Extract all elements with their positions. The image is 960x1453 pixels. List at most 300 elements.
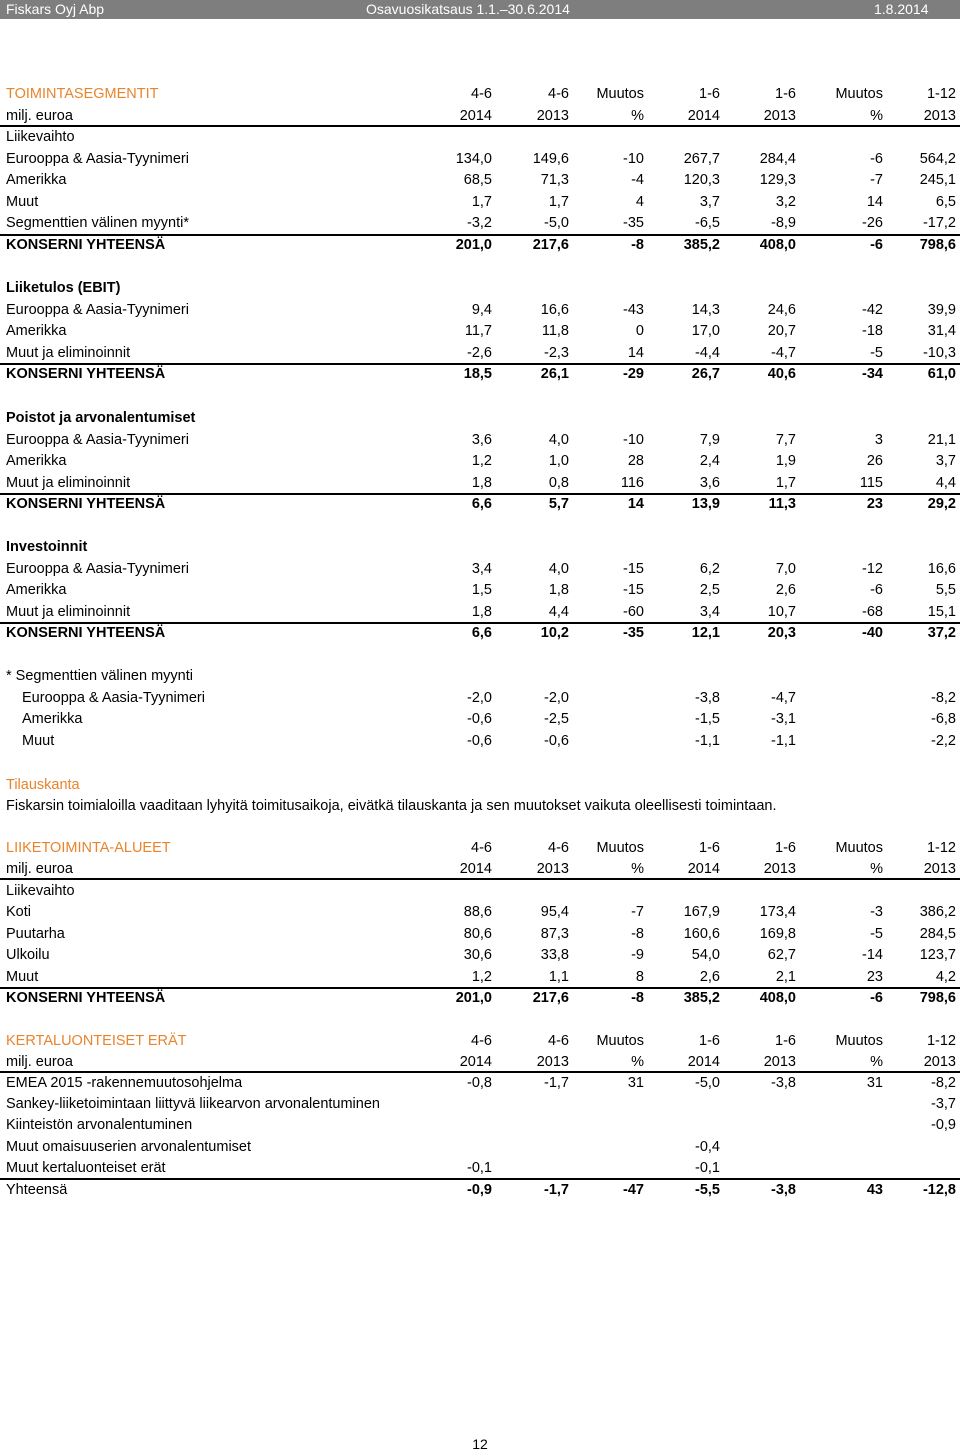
- cell-value: 10,7: [767, 603, 796, 620]
- cell-value: 201,0: [455, 236, 492, 253]
- table-row: [0, 192, 960, 213]
- table-row: [0, 1137, 960, 1158]
- cell-value: 217,6: [532, 990, 569, 1006]
- cell-value: 0: [635, 323, 644, 339]
- cell-value: 2013: [536, 1054, 569, 1070]
- row-label: Muut omaisuuserien arvonalentumiset: [6, 1138, 252, 1155]
- cell-value: -3,8: [771, 1182, 796, 1198]
- table-row: [0, 688, 960, 709]
- table-row: [0, 559, 960, 580]
- total-label: KONSERNI YHTEENSÄ: [6, 236, 166, 253]
- cell-value: 386,2: [919, 904, 956, 920]
- cell-value: 14: [627, 496, 644, 512]
- cell-value: Muutos: [596, 1033, 644, 1049]
- cell-value: 31: [866, 1075, 883, 1091]
- total-separator-line: [0, 878, 960, 880]
- cell-value: 6,2: [699, 560, 720, 577]
- cell-value: 3,4: [471, 560, 492, 577]
- section-title: LIIKETOIMINTA-ALUEET: [6, 840, 171, 856]
- cell-value: -3: [870, 904, 883, 920]
- cell-value: 115: [859, 474, 883, 491]
- cell-value: 13,9: [691, 496, 720, 512]
- cell-value: -5,0: [544, 215, 569, 231]
- cell-value: -60: [623, 603, 644, 620]
- table-row: [0, 731, 960, 752]
- cell-value: 1,8: [471, 474, 492, 491]
- cell-value: 160,6: [683, 925, 720, 942]
- cell-value: -0,6: [467, 711, 492, 727]
- group-heading: Liikevaihto: [6, 129, 75, 145]
- row-label: Amerikka: [22, 711, 83, 727]
- section-title: KERTALUONTEISET ERÄT: [6, 1033, 187, 1049]
- row-label: Muut: [6, 968, 39, 985]
- cell-value: 408,0: [759, 990, 796, 1006]
- cell-value: 37,2: [927, 625, 956, 641]
- table-year-row: [0, 859, 960, 880]
- row-label: Muut ja eliminoinnit: [6, 603, 131, 620]
- cell-value: -6: [870, 236, 883, 253]
- table-row: [0, 1158, 960, 1179]
- cell-value: 1-6: [699, 86, 720, 102]
- cell-value: -8: [631, 925, 644, 942]
- table-row: [0, 602, 960, 623]
- cell-value: -0,1: [467, 1159, 492, 1176]
- cell-value: 43: [866, 1182, 883, 1198]
- cell-value: 2014: [687, 861, 720, 877]
- cell-value: 2013: [923, 861, 956, 877]
- row-label: Eurooppa & Aasia-Tyynimeri: [22, 689, 205, 706]
- total-label: KONSERNI YHTEENSÄ: [6, 366, 166, 382]
- cell-value: -6: [870, 582, 883, 598]
- cell-value: 1,7: [775, 474, 796, 491]
- cell-value: 564,2: [919, 150, 956, 167]
- cell-value: 4-6: [471, 840, 492, 856]
- group-heading-row: [0, 537, 960, 558]
- table-row: [0, 709, 960, 730]
- cell-value: 245,1: [919, 172, 956, 188]
- cell-value: -2,3: [544, 344, 569, 361]
- table-row: [0, 300, 960, 321]
- cell-value: -40: [862, 625, 883, 641]
- cell-value: 14: [866, 193, 883, 210]
- row-label: Amerikka: [6, 453, 67, 469]
- cell-value: 24,6: [767, 301, 796, 318]
- row-label: Muut: [6, 193, 39, 210]
- cell-value: -2,0: [467, 689, 492, 706]
- cell-value: 14: [627, 344, 644, 361]
- unit-label: milj. euroa: [6, 108, 73, 124]
- page-number: 12: [472, 1436, 488, 1452]
- cell-value: 284,5: [919, 925, 956, 942]
- cell-value: 6,6: [471, 496, 492, 512]
- cell-value: 169,8: [759, 925, 796, 942]
- cell-value: -7: [870, 172, 883, 188]
- cell-value: 1,7: [471, 193, 492, 210]
- cell-value: 2,1: [775, 968, 796, 985]
- cell-value: 15,1: [927, 603, 956, 620]
- table-row: [0, 451, 960, 472]
- cell-value: 3,7: [699, 193, 720, 210]
- row-label: Muut kertaluonteiset erät: [6, 1159, 166, 1176]
- cell-value: 3,4: [699, 603, 720, 620]
- cell-value: -8,9: [771, 215, 796, 231]
- group-heading-row: [0, 881, 960, 902]
- cell-value: -10: [623, 431, 644, 448]
- cell-value: 1,2: [471, 453, 492, 469]
- cell-value: %: [631, 861, 644, 877]
- cell-value: -35: [623, 215, 644, 231]
- row-label: EMEA 2015 -rakennemuutosohjelma: [6, 1075, 243, 1091]
- cell-value: 2013: [923, 1054, 956, 1070]
- total-row: [0, 364, 960, 385]
- cell-value: -0,4: [695, 1138, 720, 1155]
- total-label: KONSERNI YHTEENSÄ: [6, 496, 166, 512]
- order-book-text: Fiskarsin toimialoilla vaaditaan lyhyitä toimitusaikoja, eivätkä tilauskanta ja sen muutokset vaikuta oleellisesti toimintaan.: [6, 798, 777, 814]
- table-row: [0, 580, 960, 601]
- cell-value: 71,3: [540, 172, 569, 188]
- cell-value: 0,8: [548, 474, 569, 491]
- cell-value: 4,4: [548, 603, 569, 620]
- group-heading: Poistot ja arvonalentumiset: [6, 410, 196, 426]
- cell-value: 4,0: [548, 431, 569, 448]
- table-row: [0, 321, 960, 342]
- cell-value: 2013: [923, 108, 956, 124]
- cell-value: -0,6: [544, 732, 569, 749]
- cell-value: -2,0: [544, 689, 569, 706]
- cell-value: 2014: [459, 861, 492, 877]
- cell-value: -3,1: [771, 711, 796, 727]
- cell-value: -5,5: [695, 1182, 720, 1198]
- cell-value: -2,5: [544, 711, 569, 727]
- cell-value: 8: [635, 968, 644, 985]
- total-row: [0, 494, 960, 515]
- cell-value: -5: [870, 925, 883, 942]
- cell-value: 4-6: [471, 86, 492, 102]
- cell-value: 88,6: [463, 904, 492, 920]
- row-label: Amerikka: [6, 323, 67, 339]
- cell-value: %: [870, 1054, 883, 1070]
- cell-value: -10,3: [922, 344, 956, 361]
- cell-value: -8,2: [931, 1075, 956, 1091]
- total-row: [0, 1180, 960, 1201]
- unit-label: milj. euroa: [6, 861, 73, 877]
- cell-value: 2013: [763, 108, 796, 124]
- cell-value: 2014: [459, 1054, 492, 1070]
- cell-value: 1-12: [926, 840, 956, 856]
- cell-value: 1-12: [926, 1033, 956, 1049]
- cell-value: 385,2: [683, 236, 720, 253]
- total-row: [0, 235, 960, 256]
- cell-value: 4,2: [935, 968, 956, 985]
- cell-value: -8: [631, 990, 644, 1006]
- cell-value: 21,1: [927, 431, 956, 448]
- cell-value: 6,6: [471, 625, 492, 641]
- cell-value: 26,1: [540, 366, 569, 382]
- table-row: [0, 170, 960, 191]
- total-label: KONSERNI YHTEENSÄ: [6, 990, 166, 1006]
- section-title: TOIMINTASEGMENTIT: [6, 86, 159, 102]
- cell-value: -42: [862, 301, 883, 318]
- cell-value: 134,0: [455, 150, 492, 167]
- cell-value: 798,6: [919, 990, 956, 1006]
- cell-value: 1-6: [699, 840, 720, 856]
- total-label: KONSERNI YHTEENSÄ: [6, 625, 166, 641]
- group-heading-row: [0, 408, 960, 429]
- cell-value: -10: [623, 150, 644, 167]
- cell-value: -5: [870, 344, 883, 361]
- cell-value: 9,4: [471, 301, 492, 318]
- cell-value: 23: [866, 496, 883, 512]
- cell-value: -0,1: [695, 1159, 720, 1176]
- cell-value: 2014: [687, 108, 720, 124]
- cell-value: -6,8: [931, 711, 956, 727]
- row-label: Muut ja eliminoinnit: [6, 474, 131, 491]
- cell-value: -3,8: [771, 1075, 796, 1091]
- cell-value: 5,7: [548, 496, 569, 512]
- cell-value: -6: [870, 150, 883, 167]
- cell-value: 4: [635, 193, 644, 210]
- cell-value: 6,5: [935, 193, 956, 210]
- cell-value: 408,0: [759, 236, 796, 253]
- cell-value: 3,6: [471, 431, 492, 448]
- cell-value: 39,9: [927, 301, 956, 318]
- table-row: [0, 924, 960, 945]
- cell-value: -0,9: [931, 1117, 956, 1134]
- cell-value: %: [631, 108, 644, 124]
- cell-value: 2,4: [699, 453, 720, 469]
- cell-value: 2013: [763, 1054, 796, 1070]
- cell-value: -1,1: [771, 732, 796, 749]
- cell-value: %: [870, 861, 883, 877]
- cell-value: 2013: [536, 861, 569, 877]
- table-row: [0, 945, 960, 966]
- cell-value: 10,2: [540, 625, 569, 641]
- cell-value: 12,1: [691, 625, 720, 641]
- cell-value: 14,3: [691, 301, 720, 318]
- cell-value: 95,4: [540, 904, 569, 920]
- cell-value: 1-6: [775, 86, 796, 102]
- cell-value: 68,5: [463, 172, 492, 188]
- row-label: Ulkoilu: [6, 947, 50, 963]
- cell-value: -3,2: [467, 215, 492, 231]
- cell-value: Muutos: [835, 1033, 883, 1049]
- row-label: Muut ja eliminoinnit: [6, 344, 131, 361]
- cell-value: -3,8: [695, 689, 720, 706]
- cell-value: -14: [862, 947, 883, 963]
- cell-value: 217,6: [532, 236, 569, 253]
- cell-value: 120,3: [683, 172, 720, 188]
- group-heading: Investoinnit: [6, 539, 88, 555]
- cell-value: Muutos: [596, 840, 644, 856]
- cell-value: 3: [874, 431, 883, 448]
- group-heading: Liikevaihto: [6, 883, 75, 899]
- group-heading-row: [0, 127, 960, 148]
- cell-value: -7: [631, 904, 644, 920]
- row-label: Muut: [22, 732, 55, 749]
- group-heading: Liiketulos (EBIT): [6, 280, 121, 296]
- cell-value: 1,8: [548, 582, 569, 598]
- cell-value: -68: [862, 603, 883, 620]
- cell-value: 4-6: [548, 1033, 569, 1049]
- cell-value: 7,0: [775, 560, 796, 577]
- cell-value: 4-6: [548, 86, 569, 102]
- cell-value: -12: [862, 560, 883, 577]
- cell-value: Muutos: [596, 86, 644, 102]
- cell-value: 129,3: [759, 172, 796, 188]
- company-name: Fiskars Oyj Abp: [6, 1, 105, 17]
- cell-value: 3,7: [935, 453, 956, 469]
- row-label: Amerikka: [6, 582, 67, 598]
- cell-value: 26: [866, 453, 883, 469]
- cell-value: 61,0: [927, 366, 956, 382]
- cell-value: 173,4: [759, 904, 796, 920]
- cell-value: 267,7: [683, 150, 720, 167]
- cell-value: 1,5: [471, 582, 492, 598]
- total-label: Yhteensä: [6, 1182, 68, 1198]
- cell-value: -43: [623, 301, 644, 318]
- table-row: [0, 213, 960, 234]
- cell-value: 18,5: [463, 366, 492, 382]
- cell-value: 149,6: [532, 150, 569, 167]
- cell-value: 23: [866, 968, 883, 985]
- cell-value: 1,8: [471, 603, 492, 620]
- cell-value: 4,4: [935, 474, 956, 491]
- table-row: [0, 967, 960, 988]
- table-row: [0, 1115, 960, 1136]
- cell-value: -47: [623, 1182, 644, 1198]
- cell-value: -0,6: [467, 732, 492, 749]
- row-label: Amerikka: [6, 172, 67, 188]
- cell-value: 2,5: [699, 582, 720, 598]
- row-label: Eurooppa & Aasia-Tyynimeri: [6, 150, 189, 167]
- cell-value: -4,4: [695, 344, 720, 361]
- cell-value: 1,0: [548, 453, 569, 469]
- cell-value: -4,7: [771, 689, 796, 706]
- order-book-title-row: [0, 775, 960, 796]
- table-header-row: [0, 1031, 960, 1052]
- cell-value: Muutos: [835, 86, 883, 102]
- cell-value: -0,8: [467, 1075, 492, 1091]
- cell-value: 11,7: [464, 323, 492, 339]
- table-row: [0, 473, 960, 494]
- table-row: [0, 902, 960, 923]
- table-row: [0, 149, 960, 170]
- cell-value: 11,3: [768, 496, 796, 512]
- table-row: [0, 1073, 960, 1094]
- cell-value: 3,6: [699, 474, 720, 491]
- cell-value: 116: [620, 474, 644, 491]
- cell-value: 4,0: [548, 560, 569, 577]
- row-label: Eurooppa & Aasia-Tyynimeri: [6, 431, 189, 448]
- cell-value: 1-6: [699, 1033, 720, 1049]
- cell-value: 284,4: [759, 150, 796, 167]
- row-label: Kiinteistön arvonalentuminen: [6, 1117, 193, 1134]
- cell-value: -12,8: [922, 1182, 956, 1198]
- cell-value: -6: [870, 990, 883, 1006]
- cell-value: 1-12: [926, 86, 956, 102]
- cell-value: 123,7: [919, 947, 956, 963]
- row-label: Sankey-liiketoimintaan liittyvä liikearvon arvonalentuminen: [6, 1096, 380, 1113]
- table-year-row: [0, 1052, 960, 1073]
- order-book-title: Tilauskanta: [6, 777, 80, 793]
- cell-value: 4-6: [548, 840, 569, 856]
- cell-value: 4-6: [471, 1033, 492, 1049]
- row-label: Segmenttien välinen myynti*: [6, 215, 189, 231]
- cell-value: -8: [631, 236, 644, 253]
- row-label: Eurooppa & Aasia-Tyynimeri: [6, 560, 189, 577]
- cell-value: 5,5: [935, 582, 956, 598]
- cell-value: 2,6: [775, 582, 796, 598]
- cell-value: 33,8: [540, 947, 569, 963]
- row-label: Koti: [6, 904, 31, 920]
- cell-value: 26,7: [691, 366, 720, 382]
- footnote-heading-row: [0, 666, 960, 687]
- cell-value: 7,7: [775, 431, 796, 448]
- cell-value: 2013: [763, 861, 796, 877]
- cell-value: -5,0: [695, 1075, 720, 1091]
- cell-value: -4: [631, 172, 644, 188]
- cell-value: 2014: [459, 108, 492, 124]
- cell-value: -8,2: [931, 689, 956, 706]
- cell-value: -1,7: [544, 1075, 569, 1091]
- cell-value: -3,7: [931, 1096, 956, 1113]
- cell-value: -0,9: [467, 1182, 492, 1198]
- cell-value: 11,8: [541, 323, 569, 339]
- row-label: Eurooppa & Aasia-Tyynimeri: [6, 301, 189, 318]
- cell-value: -6,5: [695, 215, 720, 231]
- table-row: [0, 343, 960, 364]
- cell-value: 1,1: [548, 968, 569, 985]
- cell-value: %: [870, 108, 883, 124]
- cell-value: -9: [631, 947, 644, 963]
- cell-value: 385,2: [683, 990, 720, 1006]
- cell-value: -15: [623, 560, 644, 577]
- cell-value: 7,9: [699, 431, 720, 448]
- total-row: [0, 623, 960, 644]
- cell-value: -15: [623, 582, 644, 598]
- cell-value: 20,3: [767, 625, 796, 641]
- cell-value: -1,5: [695, 711, 720, 727]
- unit-label: milj. euroa: [6, 1054, 73, 1070]
- table-header-row: [0, 838, 960, 859]
- cell-value: -18: [862, 323, 883, 339]
- cell-value: -4,7: [771, 344, 796, 361]
- cell-value: 31: [627, 1075, 644, 1091]
- cell-value: Muutos: [835, 840, 883, 856]
- cell-value: 2014: [687, 1054, 720, 1070]
- cell-value: 54,0: [691, 947, 720, 963]
- total-row: [0, 988, 960, 1009]
- table-row: [0, 430, 960, 451]
- cell-value: 87,3: [540, 925, 569, 942]
- cell-value: 2,6: [699, 968, 720, 985]
- report-title: Osavuosikatsaus 1.1.–30.6.2014: [366, 1, 570, 17]
- cell-value: 167,9: [683, 904, 720, 920]
- cell-value: 80,6: [463, 925, 492, 942]
- cell-value: -2,6: [467, 344, 492, 361]
- cell-value: 3,2: [775, 193, 796, 210]
- cell-value: 1,7: [548, 193, 569, 210]
- cell-value: -1,7: [544, 1182, 569, 1198]
- cell-value: 201,0: [455, 990, 492, 1006]
- cell-value: -35: [623, 625, 644, 641]
- cell-value: 1,9: [775, 453, 796, 469]
- table-year-row: [0, 106, 960, 127]
- cell-value: 2013: [536, 108, 569, 124]
- cell-value: 1-6: [775, 1033, 796, 1049]
- page-header-bar: [0, 0, 960, 19]
- cell-value: 17,0: [691, 323, 720, 339]
